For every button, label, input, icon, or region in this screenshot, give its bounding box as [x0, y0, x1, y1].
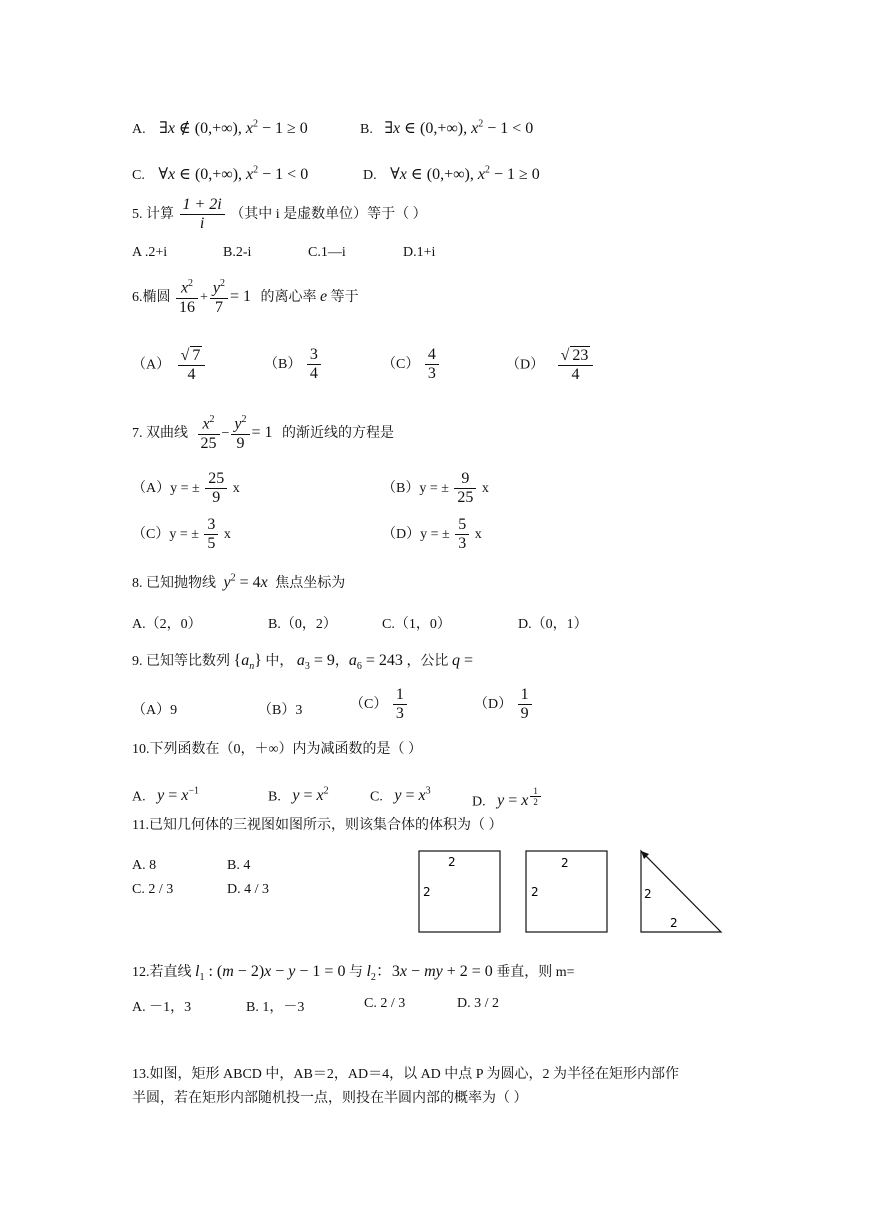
q8-option-c: C.（1，0） — [382, 617, 451, 632]
q5-option-c: C.1—i — [308, 245, 346, 260]
q9-option-c-label: （C） — [350, 697, 388, 713]
q12-option-d: D. 3 / 2 — [457, 996, 499, 1011]
q5-option-a: A .2+i — [132, 245, 168, 260]
q6-suffix: 的离心率 — [260, 289, 317, 305]
q5-frac-den: i — [199, 215, 205, 233]
q11-option-c: C. 2 / 3 — [132, 882, 174, 897]
q7-option-a-label: （A）y = ± — [132, 481, 200, 497]
q12-prefix: 12.若直线 — [132, 965, 192, 980]
q7-option-b: （B）y = ± $\frac{9}{25}$ x — [382, 470, 489, 507]
q6-var-e: e — [320, 287, 328, 305]
q5-fraction — [180, 196, 225, 234]
q7-option-b-x: x — [481, 481, 489, 497]
q9-option-a: （A）9 — [132, 703, 178, 718]
q4-option-d-label: D. — [363, 168, 377, 183]
q12-stem: 12.若直线 $l_1$ : (m − 2)x − y − 1 = 0 与 $l_2$：3x − my + 2 = 0 垂直，则 m= — [132, 963, 575, 984]
q9-option-c: （C） $\frac{1}{3}$ — [350, 686, 409, 724]
q5-frac-num: 1 + 2i — [180, 196, 225, 215]
q12-suffix: 垂直，则 m= — [496, 965, 575, 980]
q7-stem: 7. 双曲线 $\frac{x^2}{25}$ − $\frac{y^2}{9}$ = 1 的渐近线的方程是 — [132, 414, 395, 452]
q6-prefix: 6.椭圆 — [132, 289, 171, 305]
q7-option-d: （D）y = ± $\frac{5}{3}$ x — [382, 516, 482, 553]
q8-option-a: A.（2，0） — [132, 617, 202, 632]
q12-option-b: B. 1，－3 — [246, 1000, 305, 1015]
q9-option-d-label: （D） — [474, 697, 513, 713]
q5-prefix: 5. 计算 — [132, 207, 174, 223]
q12-option-a: A. －1，3 — [132, 1000, 192, 1015]
q6-stem: 6.椭圆 $\frac{x^2}{16}$ + $\frac{y^2}{7}$ = 1 的离心率 e 等于 — [132, 278, 359, 316]
q9-option-b: （B）3 — [258, 703, 303, 718]
q10-option-d-label: D. — [472, 794, 486, 810]
q9-stem: 9. 已知等比数列 $\{a_n\}$ 中， $a_3 = 9$，$a_6 = 243$ ，公比 q = — [132, 652, 473, 673]
q8-stem: 8. 已知抛物线 $y^2 = 4x$ 焦点坐标为 — [132, 572, 346, 591]
q7-option-c-x: x — [223, 527, 231, 543]
q12-option-c: C. 2 / 3 — [364, 996, 406, 1011]
front-view-top-dim: 2 — [448, 855, 456, 869]
q7-option-d-x: x — [474, 527, 482, 543]
q10-option-b: B. $y = x^2$ — [268, 786, 329, 805]
q7-option-a-x: x — [232, 481, 240, 497]
q4-option-b: B. ∃x ∈ (0,+∞), $x^2 - 1 < 0$ — [360, 118, 534, 137]
q4-option-a-label: A. — [132, 122, 146, 137]
q6-option-a: （A） $\frac{√ 7}{4}$ — [132, 346, 207, 385]
q5-stem — [132, 196, 427, 234]
q6-option-c: （C） $\frac{4}{3}$ — [382, 346, 441, 384]
q10-option-a-label: A. — [132, 789, 146, 805]
q5-option-b: B.2-i — [223, 245, 252, 260]
q8-prefix: 8. 已知抛物线 — [132, 576, 216, 591]
q10-option-a: A. $y = x^{-1}$ — [132, 786, 200, 805]
q11-option-d: D. 4 / 3 — [227, 882, 269, 897]
q11-option-a: A. 8 — [132, 858, 157, 873]
q6-option-d-label: （D） — [506, 357, 545, 373]
q6-option-a-label: （A） — [132, 357, 171, 373]
side-view-left-dim: 2 — [531, 885, 539, 899]
q4-option-d: D. ∀x ∈ (0,+∞), $x^2 - 1 \ge 0$ — [363, 164, 540, 183]
q7-option-a: （A）y = ± $\frac{25}{9}$ x — [132, 470, 240, 507]
q7-option-c-label: （C）y = ± — [132, 527, 199, 543]
top-view-triangle — [641, 851, 721, 932]
q4-option-b-label: B. — [360, 122, 373, 137]
q13-line2: 半圆，若在矩形内部随机投一点，则投在半圆内部的概率为（ ） — [132, 1091, 528, 1106]
q4-option-c: C. ∀x ∈ (0,+∞), $x^2 - 1 < 0$ — [132, 164, 309, 183]
side-view-top-dim: 2 — [561, 856, 569, 870]
q6-option-b-label: （B） — [264, 357, 302, 373]
q4-option-a: A. ∃x ∉ (0,+∞), $x^2 - 1 \ge 0$ — [132, 118, 308, 137]
front-view-left-dim: 2 — [423, 885, 431, 899]
q10-option-c: C. $y = x^3$ — [370, 786, 431, 805]
q9-sep: ， — [334, 654, 349, 669]
q5-suffix: （其中 i 是虚数单位）等于（ ） — [230, 207, 427, 223]
q9-option-d: （D） $\frac{1}{9}$ — [474, 686, 534, 724]
q7-prefix: 7. 双曲线 — [132, 425, 188, 441]
q13-line1: 13.如图，矩形 ABCD 中，AB＝2，AD＝4，以 AD 中点 P 为圆心，2 为半径在矩形内部作 — [132, 1067, 680, 1082]
q10-stem: 10.下列函数在（0，＋∞）内为减函数的是（ ） — [132, 742, 422, 757]
q8-option-d: D.（0，1） — [518, 617, 588, 632]
q8-option-b: B.（0，2） — [268, 617, 337, 632]
q7-option-b-label: （B）y = ± — [382, 481, 449, 497]
q7-suffix: 的渐近线的方程是 — [282, 425, 395, 441]
q6-option-b: （B） $\frac{3}{4}$ — [264, 346, 323, 384]
q9-tail: ，公比 — [406, 654, 449, 669]
q7-option-c: （C）y = ± $\frac{3}{5}$ x — [132, 516, 231, 553]
top-view-left-dim: 2 — [644, 887, 652, 901]
q4-option-c-label: C. — [132, 168, 145, 183]
q6-option-d: （D） $\frac{√ 23}{4}$ — [506, 346, 595, 385]
q6-option-c-label: （C） — [382, 357, 420, 373]
q9-prefix: 9. 已知等比数列 — [132, 654, 230, 669]
q10-option-b-label: B. — [268, 789, 281, 805]
q10-option-c-label: C. — [370, 789, 383, 805]
three-view-diagram — [410, 840, 730, 940]
q7-option-d-label: （D）y = ± — [382, 527, 450, 543]
q5-option-d: D.1+i — [403, 245, 436, 260]
q6-suffix2: 等于 — [330, 289, 359, 305]
front-view-square — [419, 851, 500, 932]
q12-mid: 与 — [348, 965, 363, 980]
q11-stem: 11.已知几何体的三视图如图所示，则该集合体的体积为（ ） — [132, 818, 503, 833]
q9-mid: 中， — [265, 654, 294, 669]
q8-suffix: 焦点坐标为 — [275, 576, 346, 591]
q11-option-b: B. 4 — [227, 858, 251, 873]
top-view-bottom-dim: 2 — [670, 916, 678, 930]
q10-option-d: D. y = x $^{\frac{1}{2}}$ — [472, 786, 543, 810]
